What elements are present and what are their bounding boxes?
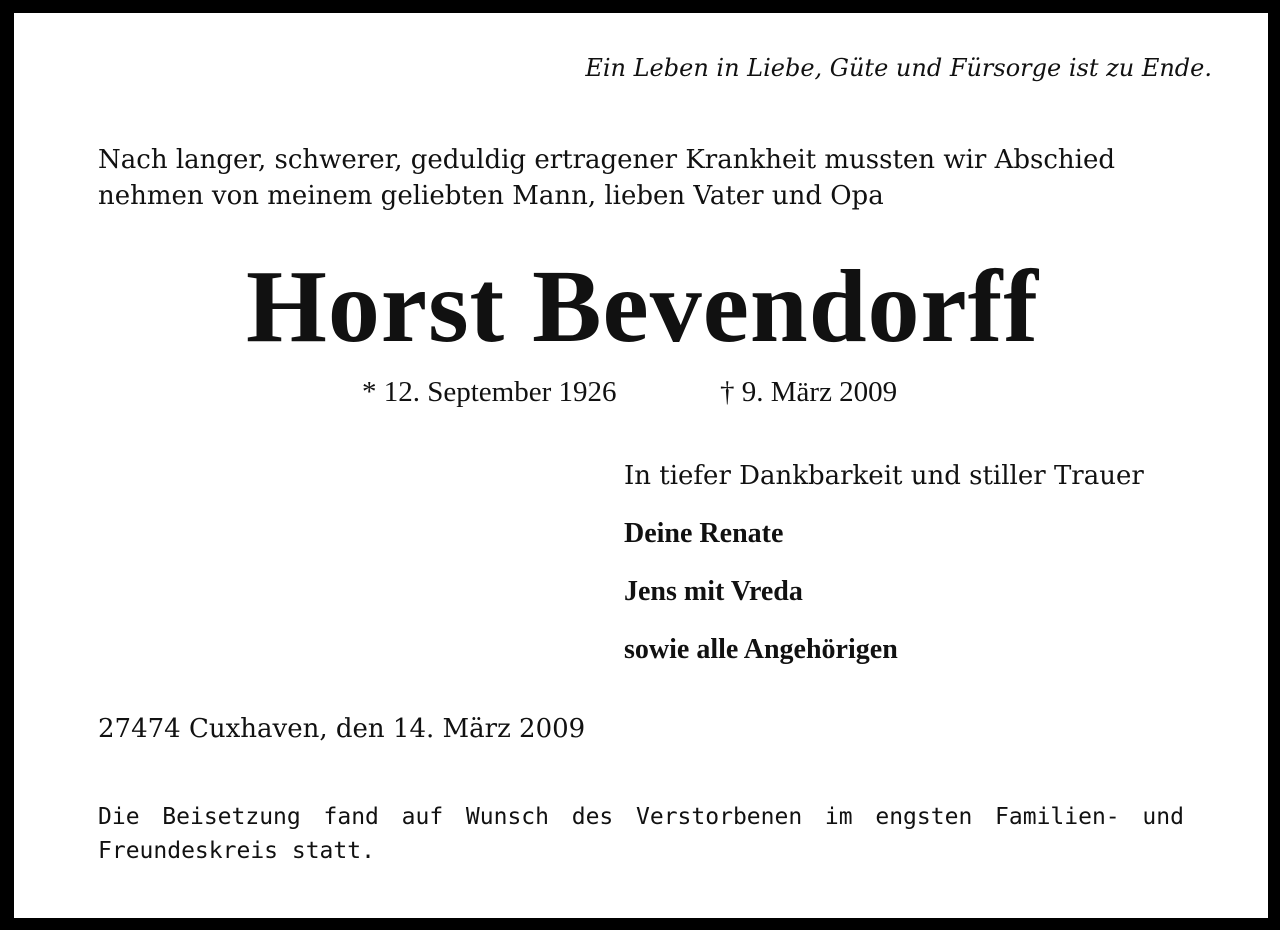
funeral-line-1 bbox=[98, 800, 1184, 834]
funeral-note bbox=[98, 800, 1184, 868]
intro-line: nehmen von meinem geliebten Mann, lieben Vater und Opa bbox=[98, 181, 884, 211]
funeral-word: Verstorbenen bbox=[636, 804, 803, 830]
motto: Ein Leben in Liebe, Güte und Fürsorge ist zu Ende. bbox=[585, 54, 1212, 82]
mourner-name: sowie alle Angehörigen bbox=[624, 634, 898, 665]
funeral-word: auf bbox=[401, 804, 444, 830]
place-and-date: 27474 Cuxhaven, den 14. März 2009 bbox=[98, 714, 586, 744]
funeral-word: Wunsch bbox=[465, 804, 549, 830]
intro-line: Nach langer, schwerer, geduldig ertragener Krankheit mussten wir Abschied bbox=[98, 145, 1115, 175]
funeral-word: Beisetzung bbox=[162, 804, 301, 830]
funeral-word: des bbox=[571, 804, 614, 830]
funeral-word: Die bbox=[98, 804, 140, 830]
intro-text bbox=[98, 142, 1188, 214]
death-date: † 9. März 2009 bbox=[720, 376, 898, 408]
deceased-name: Horst Bevendorff bbox=[246, 249, 1039, 364]
mourners-block bbox=[624, 458, 1144, 690]
birth-date: * 12. September 1926 bbox=[362, 376, 617, 408]
mourner-name: Jens mit Vreda bbox=[624, 576, 803, 607]
mourner-name: Deine Renate bbox=[624, 518, 784, 549]
funeral-word: und bbox=[1142, 804, 1184, 830]
funeral-word: fand bbox=[323, 804, 379, 830]
funeral-word: Familien- bbox=[995, 804, 1120, 830]
funeral-word: im bbox=[824, 804, 853, 830]
mourners-heading: In tiefer Dankbarkeit und stiller Trauer bbox=[624, 461, 1144, 491]
funeral-line-2: Freundeskreis statt. bbox=[98, 838, 375, 864]
funeral-word: engsten bbox=[875, 804, 973, 830]
